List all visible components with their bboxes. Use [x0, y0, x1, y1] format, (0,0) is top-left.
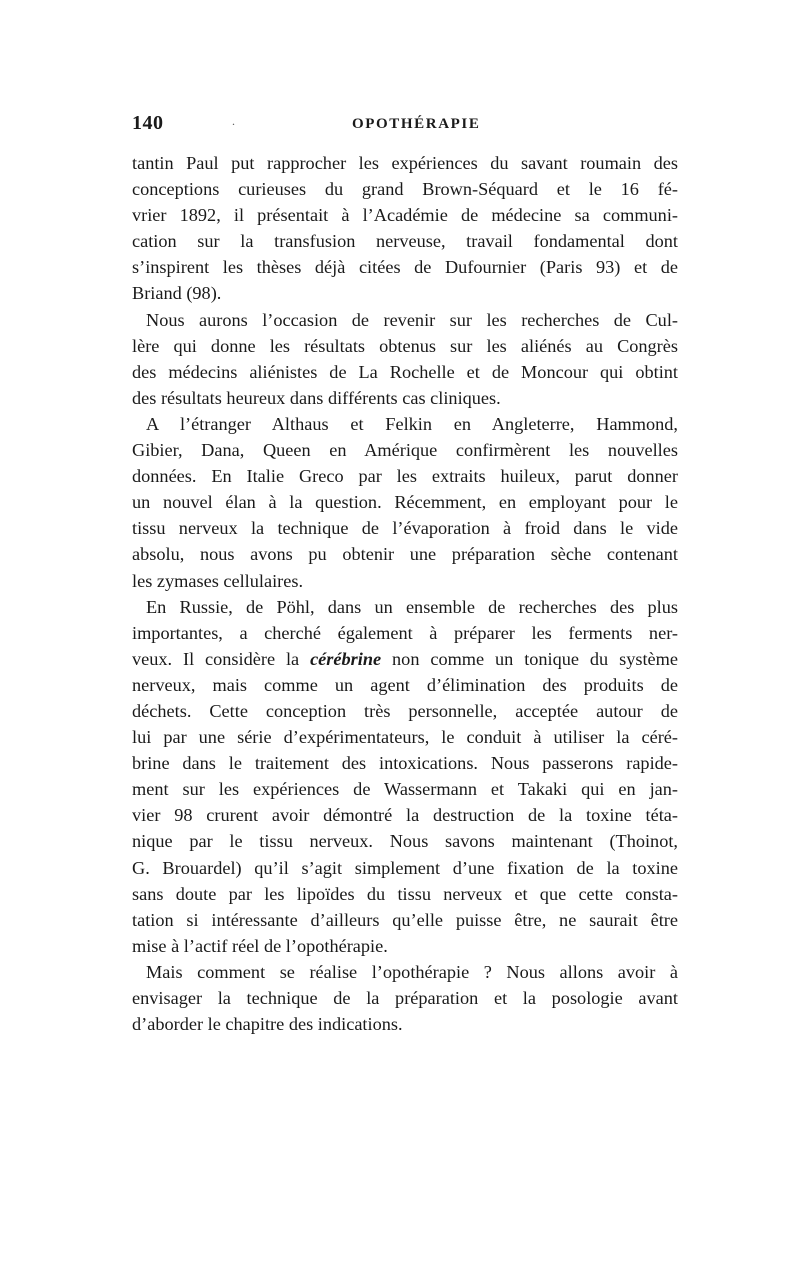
- text-line: nique par le tissu nerveux. Nous savons maintenant (Thoinot,: [132, 831, 678, 852]
- text-line: un nouvel élan à la question. Récemment, en employant pour le: [132, 492, 678, 513]
- text-line: En Russie, de Pöhl, dans un ensemble de recherches des plus: [146, 596, 678, 617]
- text-line: Mais comment se réalise l’opothérapie ? Nous allons avoir à: [146, 961, 678, 982]
- text-line: lère qui donne les résultats obtenus sur les aliénés au Congrès: [132, 335, 678, 356]
- body-text: [132, 150, 678, 1037]
- text-line: sans doute par les lipoïdes du tissu nerveux et que cette consta-: [132, 883, 678, 904]
- text-line: absolu, nous avons pu obtenir une préparation sèche contenant: [132, 544, 678, 565]
- text-line: cation sur la transfusion nerveuse, travail fondamental dont: [132, 231, 678, 252]
- header-dot: .: [232, 114, 235, 128]
- text-line: vier 98 crurent avoir démontré la destruction de la toxine téta-: [132, 805, 678, 826]
- text-line: envisager la technique de la préparation et la posologie avant: [132, 988, 678, 1008]
- text-line: des médecins aliénistes de La Rochelle et de Moncour qui obtint: [132, 361, 678, 382]
- text-line: tation si intéressante d’ailleurs qu’elle puisse être, ne saurait être: [132, 909, 678, 930]
- text-line: tantin Paul put rapprocher les expériences du savant roumain des: [132, 153, 678, 173]
- page-number: 140: [132, 112, 164, 134]
- text-line: vrier 1892, il présentait à l’Académie de médecine sa communi-: [132, 205, 678, 226]
- text-line: brine dans le traitement des intoxications. Nous passerons rapide-: [132, 753, 678, 774]
- running-title: OPOTHÉRAPIE: [352, 116, 481, 132]
- text-line: lui par une série d’expérimentateurs, le conduit à utiliser la céré-: [132, 727, 678, 748]
- text-line: Briand (98).: [132, 283, 222, 304]
- emphasized-term: cérébrine: [310, 648, 382, 669]
- text-line: nerveux, mais comme un agent d’élimination des produits de: [132, 674, 678, 695]
- text-line: Gibier, Dana, Queen en Amérique confirmèrent les nouvelles: [132, 440, 678, 461]
- text-segment: veux. Il considère la: [132, 648, 300, 669]
- text-segment: non comme un tonique du système: [392, 648, 678, 669]
- text-line: importantes, a cherché également à préparer les ferments ner-: [132, 622, 678, 643]
- text-line: d’aborder le chapitre des indications.: [132, 1014, 403, 1035]
- text-line: déchets. Cette conception très personnelle, acceptée autour de: [132, 700, 678, 721]
- text-line: conceptions curieuses du grand Brown-Séquard et le 16 fé-: [132, 179, 678, 200]
- text-line: A l’étranger Althaus et Felkin en Angleterre, Hammond,: [146, 413, 678, 434]
- text-line: Nous aurons l’occasion de revenir sur les recherches de Cul-: [146, 309, 678, 330]
- text-line: G. Brouardel) qu’il s’agit simplement d’une fixation de la toxine: [132, 857, 678, 878]
- text-line-with-emphasis: [132, 646, 678, 672]
- text-line: données. En Italie Greco par les extraits huileux, parut donner: [132, 466, 678, 487]
- text-line: ment sur les expériences de Wassermann et Takaki qui en jan-: [132, 779, 678, 800]
- text-line: mise à l’actif réel de l’opothérapie.: [132, 935, 388, 956]
- text-line: des résultats heureux dans différents cas cliniques.: [132, 387, 501, 408]
- text-line: les zymases cellulaires.: [132, 570, 304, 591]
- text-line: s’inspirent les thèses déjà citées de Dufournier (Paris 93) et de: [132, 257, 678, 278]
- page-header: [132, 112, 678, 142]
- text-line: tissu nerveux la technique de l’évaporation à froid dans le vide: [132, 518, 678, 539]
